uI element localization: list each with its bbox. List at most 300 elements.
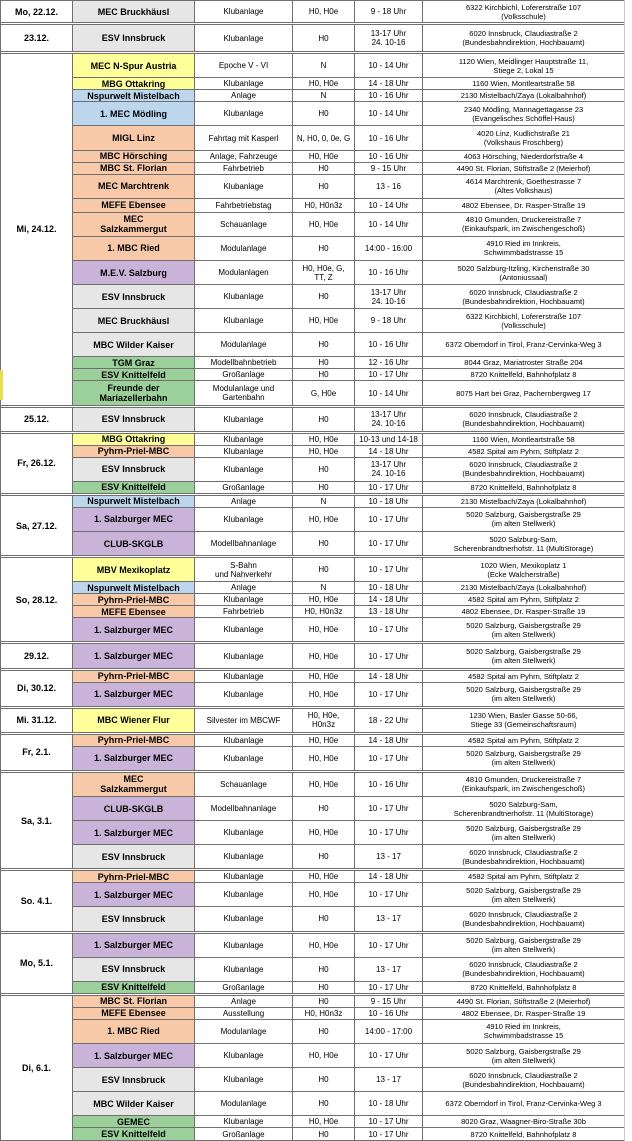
schedule-row — [1, 54, 625, 78]
event-type: Klubanlage — [195, 1116, 293, 1128]
schedule-row — [1, 369, 625, 381]
club-name: CLUB-SKGLB — [73, 797, 195, 821]
venue-address: 6372 Oberndorf in Tirol, Franz-Cervinka-Weg 3 — [423, 333, 625, 357]
venue-address: 4582 Spital am Pyhrn, Stiftplatz 2 — [423, 871, 625, 883]
schedule-row — [1, 457, 625, 481]
opening-hours: 10 - 18 Uhr — [355, 1092, 423, 1116]
event-type: Klubanlage — [195, 1068, 293, 1092]
venue-address: 8720 Knittelfeld, Bahnhofplatz 8 — [423, 1128, 625, 1141]
event-type: Klubanlage — [195, 285, 293, 309]
schedule-row — [1, 162, 625, 174]
schedule-row — [1, 644, 625, 668]
event-type: Klubanlage — [195, 507, 293, 531]
club-name: 1. Salzburger MEC — [73, 883, 195, 907]
venue-address: 2130 Mistelbach/Zaya (Lokalbahnhof) — [423, 582, 625, 594]
club-name: 1. Salzburger MEC — [73, 682, 195, 706]
event-type: Fahrbetrieb — [195, 162, 293, 174]
venue-address: 4802 Ebensee, Dr. Rasper-Straße 19 — [423, 1007, 625, 1019]
schedule-row — [1, 532, 625, 556]
event-type: Klubanlage — [195, 25, 293, 52]
track-gauge: H0 — [293, 357, 355, 369]
track-gauge: H0, H0e — [293, 644, 355, 668]
schedule-row — [1, 433, 625, 445]
day-label: So, 28.12. — [1, 558, 73, 642]
opening-hours: 12 - 16 Uhr — [355, 357, 423, 369]
venue-address: 5020 Salzburg-Sam, Scherenbrandtnerhofstr. 11 (MultiStorage) — [423, 532, 625, 556]
track-gauge: H0, H0e — [293, 507, 355, 531]
venue-address: 4802 Ebensee, Dr. Rasper-Straße 19 — [423, 606, 625, 618]
opening-hours: 14:00 - 17:00 — [355, 1019, 423, 1043]
track-gauge: G, H0e — [293, 381, 355, 405]
venue-address: 6020 Innsbruck, Claudiastraße 2 (Bundesbahndirektion, Hochbauamt) — [423, 845, 625, 869]
event-type: Klubanlage — [195, 933, 293, 957]
track-gauge: H0, H0n3z — [293, 606, 355, 618]
opening-hours: 10 - 17 Uhr — [355, 821, 423, 845]
schedule-row — [1, 746, 625, 770]
club-name: ESV Innsbruck — [73, 407, 195, 431]
club-name: M.E.V. Salzburg — [73, 261, 195, 285]
event-type: Großanlage — [195, 1128, 293, 1141]
club-name: Nspurwelt Mistelbach — [73, 495, 195, 507]
venue-address: 8720 Knittelfeld, Bahnhofplatz 8 — [423, 981, 625, 993]
opening-hours: 9 - 18 Uhr — [355, 309, 423, 333]
schedule-row — [1, 78, 625, 90]
schedule-row — [1, 1007, 625, 1019]
schedule-row — [1, 883, 625, 907]
opening-hours: 10 - 16 Uhr — [355, 90, 423, 102]
opening-hours: 10 - 14 Uhr — [355, 212, 423, 236]
schedule-row — [1, 126, 625, 150]
venue-address: 6020 Innsbruck, Claudiastraße 2 (Bundesbahndirektion, Hochbauamt) — [423, 1068, 625, 1092]
club-name: GEMEC — [73, 1116, 195, 1128]
track-gauge: H0 — [293, 797, 355, 821]
event-type: Klubanlage — [195, 1, 293, 23]
day-label: Mi. 31.12. — [1, 708, 73, 732]
row-marker — [0, 370, 3, 400]
track-gauge: H0 — [293, 845, 355, 869]
club-name: 1. MBC Ried — [73, 236, 195, 260]
track-gauge: H0 — [293, 369, 355, 381]
venue-address: 6020 Innsbruck, Claudiastraße 2 (Bundesbahndirektion, Hochbauamt) — [423, 25, 625, 52]
opening-hours: 10 - 16 Uhr — [355, 333, 423, 357]
venue-address: 1120 Wien, Meidlinger Hauptstraße 11, Stiege 2, Lokal 15 — [423, 54, 625, 78]
track-gauge: H0, H0e, G, TT, Z — [293, 261, 355, 285]
schedule-row — [1, 174, 625, 198]
day-label: Mo, 5.1. — [1, 933, 73, 993]
opening-hours: 10 - 16 Uhr — [355, 772, 423, 796]
event-type: Klubanlage — [195, 670, 293, 682]
track-gauge: H0 — [293, 995, 355, 1007]
opening-hours: 10 - 17 Uhr — [355, 746, 423, 770]
track-gauge: H0, H0e — [293, 734, 355, 746]
opening-hours: 10 - 17 Uhr — [355, 507, 423, 531]
event-type: Klubanlage — [195, 174, 293, 198]
track-gauge: H0, H0e — [293, 150, 355, 162]
track-gauge: N — [293, 582, 355, 594]
track-gauge: H0, H0e — [293, 670, 355, 682]
club-name: Pyhrn-Priel-MBC — [73, 871, 195, 883]
event-type: Klubanlage — [195, 871, 293, 883]
event-type: Anlage — [195, 582, 293, 594]
schedule-row — [1, 871, 625, 883]
schedule-row — [1, 285, 625, 309]
venue-address: 5020 Salzburg, Gaisbergstraße 29 (im alten Stellwerk) — [423, 746, 625, 770]
club-name: 1. MBC Ried — [73, 1019, 195, 1043]
venue-address: 6020 Innsbruck, Claudiastraße 2 (Bundesbahndirektion, Hochbauamt) — [423, 907, 625, 931]
track-gauge: H0, H0n3z — [293, 1007, 355, 1019]
day-label: Mo, 22.12. — [1, 1, 73, 23]
venue-address: 6020 Innsbruck, Claudiastraße 2 (Bundesbahndirektion, Hochbauamt) — [423, 285, 625, 309]
opening-hours: 10 - 17 Uhr — [355, 1043, 423, 1067]
venue-address: 1160 Wien, Montleartstraße 58 — [423, 78, 625, 90]
opening-hours: 13 - 17 — [355, 957, 423, 981]
schedule-row — [1, 261, 625, 285]
club-name: Nspurwelt Mistelbach — [73, 582, 195, 594]
club-name: 1. Salzburger MEC — [73, 507, 195, 531]
venue-address: 6020 Innsbruck, Claudiastraße 2 (Bundesbahndirektion, Hochbauamt) — [423, 457, 625, 481]
opening-hours: 10 - 14 Uhr — [355, 381, 423, 405]
club-name: MIGL Linz — [73, 126, 195, 150]
track-gauge: H0, H0e — [293, 1116, 355, 1128]
opening-hours: 13 - 17 — [355, 907, 423, 931]
venue-address: 5020 Salzburg, Gaisbergstraße 29 (im alten Stellwerk) — [423, 821, 625, 845]
schedule-row — [1, 1068, 625, 1092]
club-name: Nspurwelt Mistelbach — [73, 90, 195, 102]
club-name: MBC Wiener Flur — [73, 708, 195, 732]
venue-address: 4582 Spital am Pyhrn, Stiftplatz 2 — [423, 670, 625, 682]
club-name: MEFE Ebensee — [73, 198, 195, 212]
track-gauge: H0, H0e — [293, 746, 355, 770]
club-name: MEC Marchtrenk — [73, 174, 195, 198]
club-name: MEC N-Spur Austria — [73, 54, 195, 78]
schedule-row — [1, 198, 625, 212]
opening-hours: 10 - 17 Uhr — [355, 933, 423, 957]
venue-address: 4802 Ebensee, Dr. Rasper-Straße 19 — [423, 198, 625, 212]
schedule-row — [1, 558, 625, 582]
event-type: Epoche V - VI — [195, 54, 293, 78]
venue-address: 5020 Salzburg-Itzling, Kirchenstraße 30 (Antoniussaal) — [423, 261, 625, 285]
track-gauge: H0 — [293, 102, 355, 126]
venue-address: 4490 St. Florian, Stiftstraße 2 (Meierhof) — [423, 995, 625, 1007]
event-type: Fahrtag mit Kasperl — [195, 126, 293, 150]
track-gauge: H0 — [293, 907, 355, 931]
schedule-body — [1, 1, 625, 1141]
schedule-row — [1, 1, 625, 23]
day-label: Sa, 3.1. — [1, 772, 73, 868]
opening-hours: 14 - 18 Uhr — [355, 594, 423, 606]
event-type: Modulanlage und Gartenbahn — [195, 381, 293, 405]
day-label: 25.12. — [1, 407, 73, 431]
event-type: Schauanlage — [195, 212, 293, 236]
club-name: 1. Salzburger MEC — [73, 821, 195, 845]
opening-hours: 10 - 17 Uhr — [355, 644, 423, 668]
opening-hours: 13 - 17 — [355, 845, 423, 869]
club-name: 1. Salzburger MEC — [73, 933, 195, 957]
day-label: 23.12. — [1, 25, 73, 52]
track-gauge: H0, H0e — [293, 871, 355, 883]
venue-address: 5020 Salzburg, Gaisbergstraße 29 (im alten Stellwerk) — [423, 682, 625, 706]
schedule-row — [1, 1128, 625, 1141]
event-type: Klubanlage — [195, 821, 293, 845]
schedule-row — [1, 1043, 625, 1067]
day-label: So. 4.1. — [1, 871, 73, 931]
venue-address: 8044 Graz, Mariatroster Straße 204 — [423, 357, 625, 369]
venue-address: 5020 Salzburg, Gaisbergstraße 29 (im alten Stellwerk) — [423, 1043, 625, 1067]
opening-hours: 13 - 18 Uhr — [355, 606, 423, 618]
track-gauge: H0, H0e — [293, 772, 355, 796]
club-name: Pyhrn-Priel-MBC — [73, 445, 195, 457]
opening-hours: 13-17 Uhr 24. 10-16 — [355, 407, 423, 431]
club-name: ESV Innsbruck — [73, 1068, 195, 1092]
venue-address: 4910 Ried im Innkreis, Schwimmbadstrasse 15 — [423, 236, 625, 260]
event-type: Klubanlage — [195, 445, 293, 457]
schedule-row — [1, 670, 625, 682]
event-type: Silvester im MBCWF — [195, 708, 293, 732]
club-name: 1. Salzburger MEC — [73, 644, 195, 668]
venue-address: 6020 Innsbruck, Claudiastraße 2 (Bundesbahndirektion, Hochbauamt) — [423, 957, 625, 981]
opening-hours: 13 - 17 — [355, 1068, 423, 1092]
event-type: Großanlage — [195, 369, 293, 381]
event-type: Klubanlage — [195, 644, 293, 668]
opening-hours: 18 - 22 Uhr — [355, 708, 423, 732]
track-gauge: H0, H0e — [293, 933, 355, 957]
opening-hours: 14 - 18 Uhr — [355, 734, 423, 746]
event-type: Klubanlage — [195, 1043, 293, 1067]
schedule-row — [1, 507, 625, 531]
club-name: TGM Graz — [73, 357, 195, 369]
day-label: Di, 30.12. — [1, 670, 73, 706]
opening-hours: 9 - 15 Uhr — [355, 162, 423, 174]
schedule-row — [1, 845, 625, 869]
schedule-row — [1, 821, 625, 845]
club-name: 1. Salzburger MEC — [73, 746, 195, 770]
track-gauge: N — [293, 54, 355, 78]
event-type: Klubanlage — [195, 102, 293, 126]
track-gauge: N — [293, 90, 355, 102]
venue-address: 4614 Marchtrenk, Goethestrasse 7 (Altes Volkshaus) — [423, 174, 625, 198]
event-type: Klubanlage — [195, 907, 293, 931]
opening-hours: 10 - 17 Uhr — [355, 558, 423, 582]
track-gauge: H0, H0e — [293, 682, 355, 706]
event-type: Klubanlage — [195, 407, 293, 431]
schedule-row — [1, 708, 625, 732]
event-type: Fahrbetrieb — [195, 606, 293, 618]
event-type: Großanlage — [195, 981, 293, 993]
track-gauge: H0, H0e — [293, 445, 355, 457]
schedule-row — [1, 357, 625, 369]
club-name: ESV Innsbruck — [73, 285, 195, 309]
track-gauge: H0, H0e, H0n3z — [293, 708, 355, 732]
venue-address: 1020 Wien, Mexikoplatz 1 (Ecke Walcherstraße) — [423, 558, 625, 582]
club-name: ESV Knittelfeld — [73, 981, 195, 993]
opening-hours: 10 - 17 Uhr — [355, 532, 423, 556]
club-name: MBG Ottakring — [73, 433, 195, 445]
schedule-row — [1, 957, 625, 981]
venue-address: 4810 Gmunden, Druckereistraße 7 (Einkaufspark, im Zwischengeschoß) — [423, 212, 625, 236]
track-gauge: H0 — [293, 285, 355, 309]
club-name: MEC Bruckhäusl — [73, 1, 195, 23]
event-type: Fahrbetriebstag — [195, 198, 293, 212]
schedule-row — [1, 481, 625, 493]
club-name: MBC Hörsching — [73, 150, 195, 162]
track-gauge: H0 — [293, 532, 355, 556]
venue-address: 6020 Innsbruck, Claudiastraße 2 (Bundesbahndirektion, Hochbauamt) — [423, 407, 625, 431]
event-type: Anlage — [195, 995, 293, 1007]
club-name: ESV Innsbruck — [73, 957, 195, 981]
club-name: MEFE Ebensee — [73, 1007, 195, 1019]
track-gauge: H0, H0e — [293, 212, 355, 236]
club-name: CLUB-SKGLB — [73, 532, 195, 556]
club-name: ESV Innsbruck — [73, 457, 195, 481]
venue-address: 1230 Wien, Basler Gasse 50-66, Stiege 33 (Gemeinschaftsraum) — [423, 708, 625, 732]
track-gauge: H0 — [293, 957, 355, 981]
venue-address: 5020 Salzburg, Gaisbergstraße 29 (im alten Stellwerk) — [423, 883, 625, 907]
track-gauge: H0 — [293, 236, 355, 260]
schedule-row — [1, 772, 625, 796]
track-gauge: N, H0, 0, 0e, G — [293, 126, 355, 150]
club-name: ESV Knittelfeld — [73, 481, 195, 493]
opening-hours: 13 - 16 — [355, 174, 423, 198]
opening-hours: 9 - 15 Uhr — [355, 995, 423, 1007]
track-gauge: H0 — [293, 481, 355, 493]
event-type: Klubanlage — [195, 957, 293, 981]
venue-address: 2340 Mödling, Mannagettagasse 23 (Evangelisches Schöffel-Haus) — [423, 102, 625, 126]
event-type: Großanlage — [195, 481, 293, 493]
venue-address: 4020 Linz, Kudlichstraße 21 (Volkshaus Froschberg) — [423, 126, 625, 150]
track-gauge: H0, H0e — [293, 821, 355, 845]
event-type: Klubanlage — [195, 78, 293, 90]
club-name: MBC St. Florian — [73, 995, 195, 1007]
schedule-row — [1, 236, 625, 260]
schedule-row — [1, 407, 625, 431]
event-type: Klubanlage — [195, 618, 293, 642]
opening-hours: 14 - 18 Uhr — [355, 445, 423, 457]
track-gauge: H0 — [293, 457, 355, 481]
sheet-right-edge — [624, 0, 632, 1141]
club-name: MBC St. Florian — [73, 162, 195, 174]
venue-address: 5020 Salzburg, Gaisbergstraße 29 (im alten Stellwerk) — [423, 933, 625, 957]
venue-address: 1160 Wien, Montleartstraße 58 — [423, 433, 625, 445]
opening-hours: 10 - 17 Uhr — [355, 369, 423, 381]
club-name: MBC Wilder Kaiser — [73, 333, 195, 357]
track-gauge: H0 — [293, 333, 355, 357]
track-gauge: H0, H0e — [293, 309, 355, 333]
venue-address: 2130 Mistelbach/Zaya (Lokalbahnhof) — [423, 90, 625, 102]
schedule-row — [1, 90, 625, 102]
schedule-row — [1, 150, 625, 162]
schedule-row — [1, 212, 625, 236]
venue-address: 4810 Gmunden, Druckereistraße 7 (Einkaufspark, im Zwischengeschoß) — [423, 772, 625, 796]
venue-address: 8020 Graz, Waagner-Biro-Straße 30b — [423, 1116, 625, 1128]
opening-hours: 14 - 18 Uhr — [355, 670, 423, 682]
club-name: MEC Salzkammergut — [73, 212, 195, 236]
opening-hours: 14:00 - 16:00 — [355, 236, 423, 260]
club-name: MEC Salzkammergut — [73, 772, 195, 796]
day-label: Fr, 26.12. — [1, 433, 73, 493]
event-type: Anlage, Fahrzeuge — [195, 150, 293, 162]
venue-address: 8075 Hart bei Graz, Pachernbergweg 17 — [423, 381, 625, 405]
schedule-row — [1, 995, 625, 1007]
opening-hours: 14 - 18 Uhr — [355, 78, 423, 90]
club-name: 1. Salzburger MEC — [73, 618, 195, 642]
club-name: ESV Innsbruck — [73, 907, 195, 931]
event-type: Modulanlage — [195, 1092, 293, 1116]
opening-hours: 10-13 und 14-18 — [355, 433, 423, 445]
opening-hours: 13-17 Uhr 24. 10-16 — [355, 457, 423, 481]
event-type: Klubanlage — [195, 594, 293, 606]
track-gauge: H0 — [293, 1068, 355, 1092]
schedule-row — [1, 381, 625, 405]
opening-hours: 9 - 18 Uhr — [355, 1, 423, 23]
opening-hours: 10 - 18 Uhr — [355, 582, 423, 594]
venue-address: 8720 Knittelfeld, Bahnhofplatz 8 — [423, 369, 625, 381]
club-name: ESV Knittelfeld — [73, 1128, 195, 1141]
schedule-row — [1, 1092, 625, 1116]
track-gauge: H0 — [293, 25, 355, 52]
event-type: Anlage — [195, 495, 293, 507]
venue-address: 4490 St. Florian, Stiftstraße 2 (Meierhof) — [423, 162, 625, 174]
club-name: 1. MEC Mödling — [73, 102, 195, 126]
event-type: Modulanlage — [195, 333, 293, 357]
club-name: ESV Innsbruck — [73, 25, 195, 52]
event-type: S-Bahn und Nahverkehr — [195, 558, 293, 582]
opening-hours: 10 - 17 Uhr — [355, 618, 423, 642]
venue-address: 4582 Spital am Pyhrn, Stiftplatz 2 — [423, 445, 625, 457]
track-gauge: H0, H0e — [293, 78, 355, 90]
schedule-row — [1, 309, 625, 333]
venue-address: 6322 Kirchbichl, Lofererstraße 107 (Volksschule) — [423, 309, 625, 333]
venue-address: 4582 Spital am Pyhrn, Stiftplatz 2 — [423, 734, 625, 746]
opening-hours: 10 - 14 Uhr — [355, 54, 423, 78]
schedule-row — [1, 797, 625, 821]
club-name: ESV Knittelfeld — [73, 369, 195, 381]
schedule-row — [1, 445, 625, 457]
day-label: Fr, 2.1. — [1, 734, 73, 770]
event-type: Klubanlage — [195, 433, 293, 445]
venue-address: 5020 Salzburg-Sam, Scherenbrandtnerhofstr. 11 (MultiStorage) — [423, 797, 625, 821]
track-gauge: H0 — [293, 162, 355, 174]
schedule-row — [1, 495, 625, 507]
schedule-row — [1, 933, 625, 957]
event-type: Modellbahnanlage — [195, 532, 293, 556]
track-gauge: N — [293, 495, 355, 507]
track-gauge: H0 — [293, 1092, 355, 1116]
opening-hours: 10 - 16 Uhr — [355, 150, 423, 162]
club-name: Pyhrn-Priel-MBC — [73, 670, 195, 682]
club-name: MBC Wilder Kaiser — [73, 1092, 195, 1116]
schedule-row — [1, 618, 625, 642]
event-type: Modulanlage — [195, 236, 293, 260]
club-name: MBV Mexikoplatz — [73, 558, 195, 582]
opening-hours: 14 - 18 Uhr — [355, 871, 423, 883]
opening-hours: 10 - 17 Uhr — [355, 1116, 423, 1128]
venue-address: 2130 Mistelbach/Zaya (Lokalbahnhof) — [423, 495, 625, 507]
schedule-row — [1, 333, 625, 357]
track-gauge: H0 — [293, 558, 355, 582]
event-type: Anlage — [195, 90, 293, 102]
opening-hours: 10 - 17 Uhr — [355, 1128, 423, 1141]
day-label: Di, 6.1. — [1, 995, 73, 1140]
track-gauge: H0, H0e — [293, 883, 355, 907]
venue-address: 8720 Knittelfeld, Bahnhofplatz 8 — [423, 481, 625, 493]
track-gauge: H0 — [293, 407, 355, 431]
venue-address: 5020 Salzburg, Gaisbergstraße 29 (im alten Stellwerk) — [423, 507, 625, 531]
opening-hours: 10 - 17 Uhr — [355, 682, 423, 706]
club-name: Freunde der Mariazellerbahn — [73, 381, 195, 405]
opening-hours: 10 - 17 Uhr — [355, 981, 423, 993]
schedule-row — [1, 907, 625, 931]
track-gauge: H0 — [293, 1128, 355, 1141]
